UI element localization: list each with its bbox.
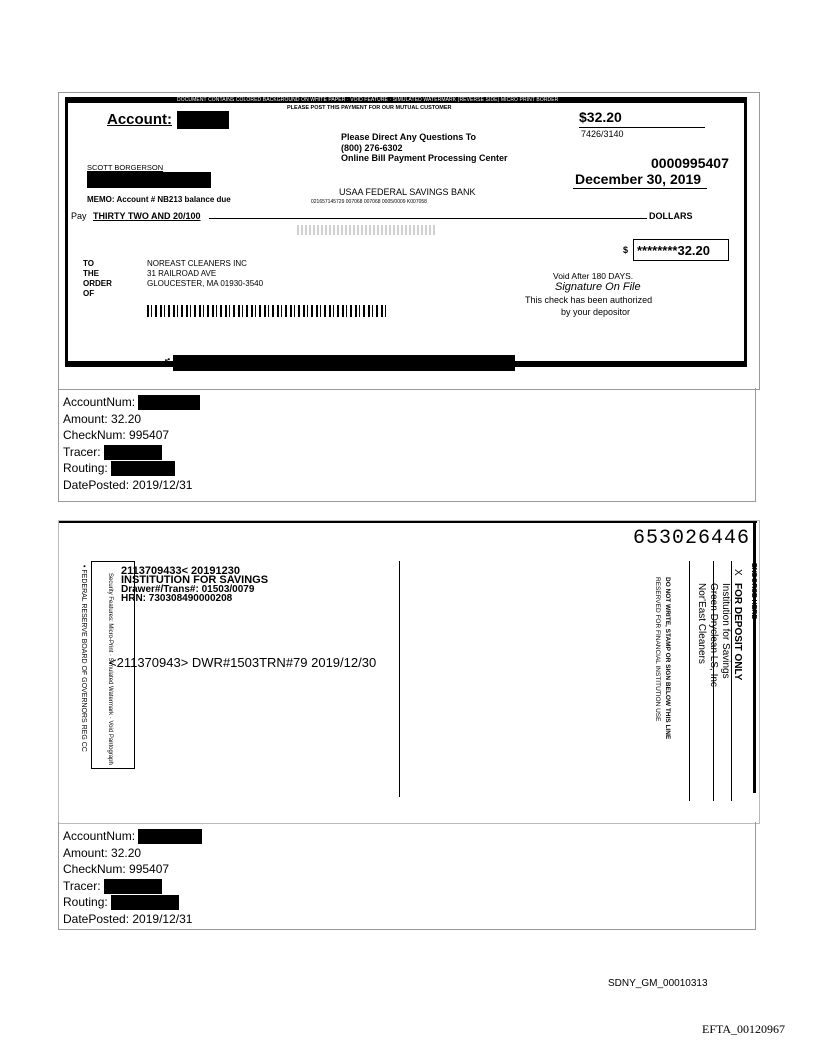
routing-fraction: 7426/3140 [581, 129, 624, 139]
amount-box-value: ********32.20 [637, 243, 711, 258]
to-the-order-of [83, 259, 112, 299]
pay-line [209, 218, 647, 219]
stamp-line-3: Drawer#/Trans#: 01503/0079 [121, 584, 255, 595]
routing-redaction [111, 895, 179, 910]
date-posted-row: DatePosted: 2019/12/31 [63, 477, 193, 492]
dollar-sign: $ [623, 245, 629, 255]
amount-row: Amount: 32.20 [63, 845, 142, 860]
micr-line-redaction [173, 355, 515, 371]
routing-row [63, 894, 755, 911]
routing-row [63, 460, 755, 477]
void-after: Void After 180 DAYS. [553, 271, 634, 281]
check-back-panel [58, 520, 760, 824]
endorsement-1: FOR DEPOSIT ONLY [732, 583, 743, 681]
payee-street: 31 RAILROAD AVE [147, 269, 217, 278]
dollars-label: DOLLARS [649, 211, 693, 221]
back-divider [399, 561, 400, 797]
memo: MEMO: Account # NB213 balance due [87, 195, 231, 204]
endorsement-6: RESERVED FOR FINANCIAL INSTITUTION USE [654, 577, 661, 722]
endorsement-5: DO NOT WRITE, STAMP OR SIGN BELOW THIS LINE [664, 577, 671, 740]
watermark-smudge [297, 225, 437, 235]
micr-symbol: ⑈ [165, 357, 170, 366]
info-box-front [58, 388, 756, 502]
questions-line-1: Please Direct Any Questions To [341, 132, 477, 142]
tracer-redaction [104, 445, 162, 460]
tracer-label: Tracer: [63, 444, 101, 459]
account-num-label: AccountNum: [63, 829, 136, 843]
postal-barcode [147, 305, 389, 317]
authorized-2: by your depositor [561, 307, 631, 317]
process-line: <211370943> DWR#1503TRN#79 2019/12/30 [109, 655, 377, 670]
security-features-vertical: Security Features: Micro-Print · Simulated Watermark · Void Pantograph [107, 573, 113, 765]
questions-line-3: Online Bill Payment Processing Center [341, 153, 508, 163]
date-posted-row: DatePosted: 2019/12/31 [63, 911, 193, 926]
endorsement-3: Green Dryclean LS, Inc [708, 583, 719, 687]
amount-top-underline [579, 127, 705, 128]
endorsement-x: X [732, 569, 743, 576]
check-date: December 30, 2019 [575, 171, 702, 187]
routing-redaction [111, 461, 175, 476]
bank-name: USAA FEDERAL SAVINGS BANK [339, 187, 476, 197]
endorse-line-1 [689, 561, 690, 801]
top-banner-2: PLEASE POST THIS PAYMENT FOR OUR MUTUAL CUSTOMER [287, 105, 452, 111]
check-date-underline [573, 188, 707, 189]
account-num-redaction [138, 829, 202, 844]
endorsement-4: Nor'East Cleaners [696, 583, 707, 664]
to-label-4: OF [83, 289, 95, 298]
routing-label: Routing: [63, 895, 108, 909]
to-label-2: THE [83, 269, 99, 278]
stamp-line-4: HRN: 730308490000208 [121, 593, 233, 604]
info-box-back [58, 822, 756, 930]
reg-cc-vertical: • FEDERAL RESERVE BOARD OF GOVERNORS REG CC [80, 565, 87, 752]
top-banner: DOCUMENT CONTAINS COLORED BACKGROUND ON WHITE PAPER · VOID FEATURE · SIMULATED WATERMARK (REVERSE SIDE) MICRO PRINT BORDER [177, 97, 559, 103]
amount-top: $32.20 [579, 109, 622, 125]
payer-address-redaction [87, 172, 211, 188]
endorsement-2: Institution for Savings [720, 583, 731, 679]
routing-label: Routing: [63, 461, 108, 475]
authorized-1: This check has been authorized [525, 295, 653, 305]
item-number: 653026446 [633, 527, 751, 550]
account-redaction [177, 111, 229, 129]
amount-row: Amount: 32.20 [63, 411, 142, 426]
account-label: Account: [107, 111, 172, 128]
payer-name: SCOTT BORGERSON [87, 163, 164, 172]
account-row [63, 828, 755, 845]
tracer-label: Tracer: [63, 878, 101, 893]
tracer-redaction [104, 879, 162, 894]
to-label-3: ORDER [83, 279, 112, 288]
payee-city: GLOUCESTER, MA 01930-3540 [147, 279, 264, 288]
bank-micr: 021657145729 007068 007068 0005/0009 K007058 [311, 199, 427, 205]
stamp-line-2: INSTITUTION FOR SAVINGS [121, 574, 269, 586]
account-row [63, 394, 755, 411]
pay-words: THIRTY TWO AND 20/100 [93, 211, 201, 221]
signature: Signature On File [555, 281, 641, 293]
account-num-redaction [138, 395, 200, 410]
back-top-border [59, 521, 757, 523]
check-front-panel [58, 92, 760, 390]
account-num-label: AccountNum: [63, 395, 136, 409]
pay-label: Pay [71, 211, 87, 221]
tracer-row [63, 444, 755, 461]
checknum-row: CheckNum: 995407 [63, 862, 170, 876]
endorse-here: ENDORSE HERE [750, 563, 757, 620]
stamp-line-1: 2113709433< 20191230 [121, 565, 240, 577]
payee-name: NOREAST CLEANERS INC [147, 259, 247, 268]
back-right-border [753, 521, 756, 793]
to-label-1: TO [83, 259, 94, 268]
questions-line-2: (800) 276-6302 [341, 143, 403, 153]
bates-number: SDNY_GM_00010313 [608, 978, 708, 989]
tracer-row [63, 878, 755, 895]
checknum-row: CheckNum: 995407 [63, 428, 170, 442]
check-number: 0000995407 [651, 155, 729, 171]
efta-number: EFTA_00120967 [702, 1022, 786, 1036]
